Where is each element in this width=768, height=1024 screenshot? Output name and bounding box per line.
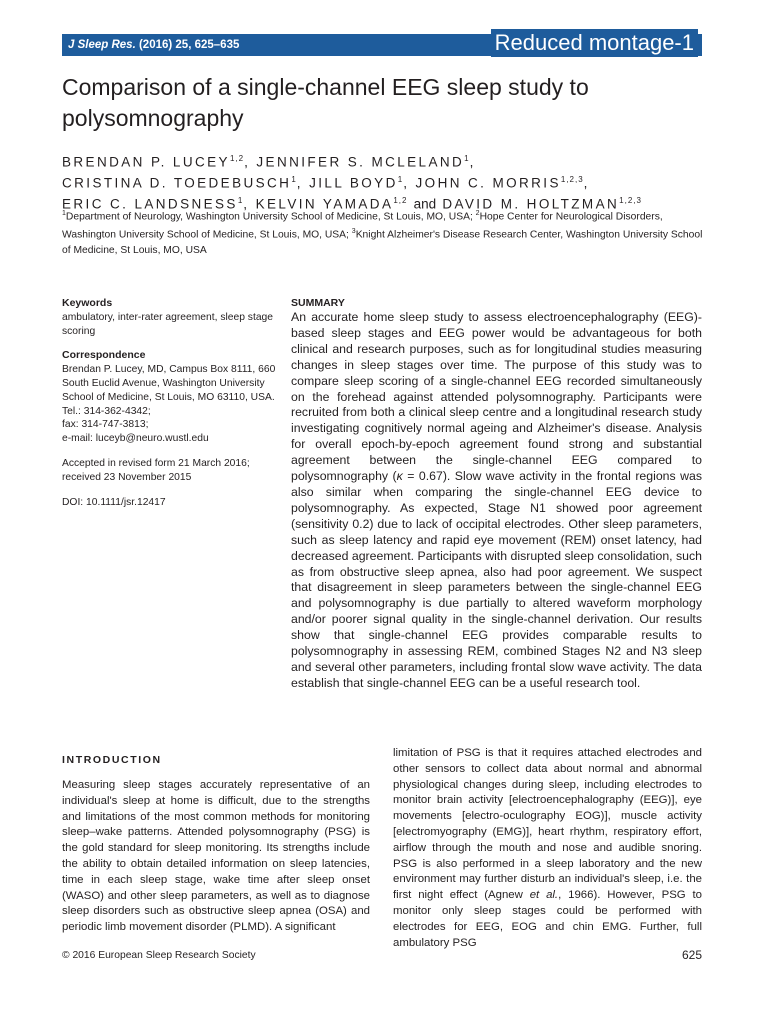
author-affiliation-marker: 1,2,3 bbox=[560, 175, 584, 184]
journal-name: J Sleep Res. bbox=[68, 39, 136, 51]
correspondence-line: Brendan P. Lucey, MD, Campus Box 8111, 660 bbox=[62, 364, 276, 376]
author-affiliation-marker: 1 bbox=[291, 175, 297, 184]
affiliation-number: 3 bbox=[351, 228, 356, 236]
author-name: JILL BOYD bbox=[309, 175, 398, 191]
correspondence-heading: Correspondence bbox=[62, 349, 146, 362]
page-number: 625 bbox=[681, 948, 702, 962]
introduction-column-right: limitation of PSG is that it requires attached electrodes and other sensors to collect data about normal and abnormal physiological changes during sleep, including electrodes to monitor brain activity [electroencephalography (EEG)], eye movements [electro-oculography EOG)], muscle activity [electromyography (EMG)], heart rhythm, respiratory effort, airflow through the mouth and nose and audible snoring. PSG is also performed in a sleep laboratory and the new environment may further disturb an individual's sleep, i.e. the first night effect (Agnew et al., 1966). However, PSG to monitor only sleep stages could be performed with electrodes for EEG, EOG and chin EMG. Further, full ambulatory PSG bbox=[393, 747, 702, 949]
kappa-symbol: κ bbox=[396, 469, 403, 484]
affiliation-text: Hope Center for Neurological Disorders, Washington University School of Medicine, St Louis, MO, USA; bbox=[62, 211, 663, 241]
paper-title: Comparison of a single-channel EEG sleep study to polysomnography bbox=[62, 74, 589, 131]
author-name: JOHN C. MORRIS bbox=[415, 175, 561, 191]
introduction-heading: INTRODUCTION bbox=[62, 754, 162, 766]
affiliation-number: 2 bbox=[475, 210, 480, 217]
keywords-text: ambulatory, inter-rater agreement, sleep stage scoring bbox=[62, 311, 274, 337]
keywords-heading: Keywords bbox=[62, 297, 113, 309]
introduction-column-left: Measuring sleep stages accurately representative of an individual's sleep at home is difficult, due to the strengths and limitations of the most common methods for monitoring sleep–wake patterns. Attended polysomnography (PSG) is the gold standard for sleep monitoring. Its strengths include the ability to obtain detailed information on sleep latencies, time in each sleep stage, wake time after sleep onset (WASO) and other sleep parameters, as well as to diagnose sleep disorders such as obstructive sleep apnea (OSA) and periodic limb movement disorder (PLMD). A significant bbox=[62, 779, 370, 934]
affiliations bbox=[62, 206, 712, 258]
article-dates bbox=[62, 457, 284, 485]
summary-heading: SUMMARY bbox=[291, 297, 345, 309]
doi-text: DOI: 10.1111/jsr.12417 bbox=[62, 496, 166, 508]
author-list: BRENDAN P. LUCEY$^{1,2}$, JENNIFER S. MCLELAND$^1$, CRISTINA D. TOEDEBUSCH$^1$, JILL BOYD$^1$, JOHN C. MORRIS$^{1,2,3}$, ERIC C. LANDSNESS$^1$, KELVIN YAMADA$^{1,2}$ and DAVID M. HOLTZMAN$^{1,2,3}$ bbox=[62, 154, 642, 212]
article-info-sidebar bbox=[62, 297, 284, 509]
author-affiliation-marker: 1 bbox=[237, 196, 244, 205]
affiliation-text: Department of Neurology, Washington University School of Medicine, St Louis, MO, USA; bbox=[65, 211, 476, 223]
author-conjunction: and bbox=[413, 196, 437, 212]
correspondence-block bbox=[62, 363, 284, 446]
author-affiliation-marker: 1 bbox=[397, 175, 404, 184]
affiliation-text: Knight Alzheimer's Disease Research Center, Washington University School of Medicine, St Louis, MO, USA bbox=[62, 229, 703, 256]
author-affiliation-marker: 1 bbox=[464, 154, 470, 163]
author-affiliation-marker: 1,2,3 bbox=[619, 196, 642, 205]
journal-reference bbox=[68, 37, 239, 53]
author-name: KELVIN YAMADA bbox=[255, 196, 394, 212]
watermark-label: Reduced montage-1 bbox=[491, 29, 698, 57]
received-date: received 23 November 2015 bbox=[62, 471, 192, 483]
author-name: ERIC C. LANDSNESS bbox=[62, 196, 238, 212]
correspondence-line: South Euclid Avenue, Washington University bbox=[62, 377, 265, 389]
author-name: JENNIFER S. MCLELAND bbox=[256, 154, 465, 170]
correspondence-line: School of Medicine, St Louis, MO 63110, USA. bbox=[62, 391, 275, 403]
author-affiliation-marker: 1,2 bbox=[229, 154, 245, 163]
affiliation-number: 1 bbox=[62, 210, 66, 217]
accepted-date: Accepted in revised form 21 March 2016; bbox=[62, 457, 250, 469]
author-name: DAVID M. HOLTZMAN bbox=[442, 196, 620, 212]
author-name: CRISTINA D. TOEDEBUSCH bbox=[62, 175, 292, 191]
citation-et-al: et al. bbox=[529, 889, 559, 902]
author-affiliation-marker: 1,2 bbox=[393, 196, 408, 205]
summary-section bbox=[291, 297, 702, 692]
correspondence-line: fax: 314-747-3813; bbox=[62, 419, 149, 431]
correspondence-line: Tel.: 314-362-4342; bbox=[62, 405, 151, 417]
summary-text: An accurate home sleep study to assess electroencephalography (EEG)-based sleep stages and EEG power would be advantageous for both clinical and research purposes, such as for longitudinal studies measuring changes in sleep stages over time. The purpose of this study was to compare sleep scoring of a single-channel EEG recorded simultaneously on the forehead against attended polysomnography. Participants were recruited from both a clinical sleep centre and a longitudinal research study investigating cognitively normal ageing and Alzheimer's disease. Analysis for overall epoch-by-epoch agreement found strong and substantial agreement between the single-channel EEG compared to polysomnography (κ = 0.67). Slow wave activity in the frontal regions was also similar when comparing the single-channel EEG device to polysomnography. As expected, Stage N1 showed poor agreement (sensitivity 0.2) due to lack of occipital electrodes. Other sleep parameters, such as sleep latency and rapid eye movement (REM) onset latency, had decreased agreement. Participants with disrupted sleep consolidation, such as from obstructive sleep apnea, also had poor agreement. We suspect that disagreement in sleep parameters between the single-channel EEG and polysomnography is due partially to altered waveform morphology and/or poorer signal quality in the single-channel derivation. Our results show that single-channel EEG provides comparable results to polysomnography in assessing REM, combined Stages N2 and N3 sleep and several other parameters, including frontal slow wave activity. The data establish that single-channel EEG can be a useful research tool. bbox=[291, 310, 702, 690]
copyright-notice: © 2016 European Sleep Research Society bbox=[62, 950, 256, 961]
journal-volume: (2016) 25, 625–635 bbox=[138, 39, 240, 51]
author-name: BRENDAN P. LUCEY bbox=[62, 154, 230, 170]
correspondence-email: e-mail: luceyb@neuro.wustl.edu bbox=[62, 433, 209, 445]
